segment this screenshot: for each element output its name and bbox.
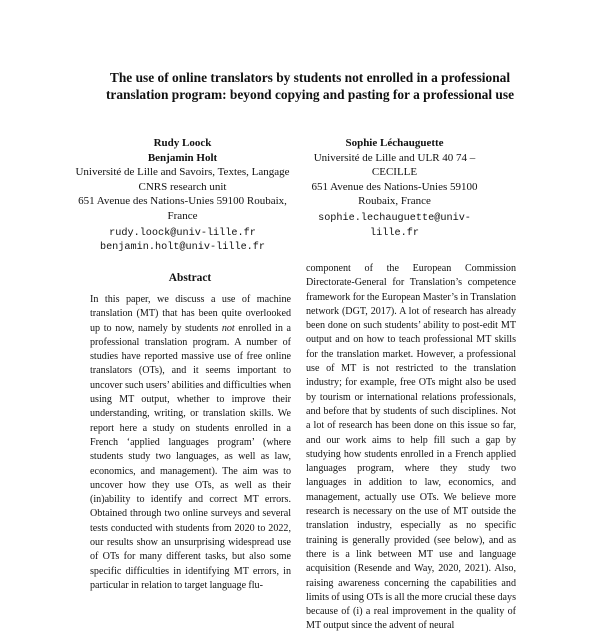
author-block-left: [70, 136, 295, 256]
author-email[interactable]: sophie.lechauguette@univ-lille.fr: [318, 212, 471, 239]
abstract-text-part: enrolled in a professional translation program. A number of studies have reported massive use of free online translators (OTs), and it seems important to uncover such users’ abilities and difficulties when using MT output, whether to improve their understanding, writing, or translation skills. We report here a study on students enrolled in a French ‘applied languages program’ (where students study two languages, as well as law, economics, and management). The aim was to uncover how they use OTs, as well as their (in)ability to identify and correct MT errors. Obtained through two online surveys and several tests conducted with students from 2020 to 2022, our results show an unsurprising widespread use of OTs for many different tasks, but also some specific difficulties in identifying MT errors, in particular in relation to target language flu-: [90, 322, 292, 591]
abstract-body: [90, 293, 291, 593]
author-block-right: [296, 136, 493, 241]
author-affiliation: Université de Lille and ULR 40 74 – CECILLE: [313, 151, 476, 179]
author-affiliation: Université de Lille and Savoirs, Textes, Langage CNRS research unit: [75, 166, 290, 193]
paper-title: The use of online translators by students not enrolled in a professional translation program: beyond copying and pasting for a professional use: [105, 70, 515, 102]
abstract-emphasis: not: [221, 322, 235, 334]
body-paragraph: component of the European Commission Directorate-General for Translation’s competence framework for the European Master’s in Translation network (DGT, 2017). A lot of research has already been done on such students’ ability to post-edit MT output and on how to teach professional MT skills for the translation market. However, a professional use of MT is not restricted to the translation industry; for example, free OTs might also be used by tourism or international relations professionals, and before that by students of such disciplines. Not a lot of research has been done on this issue so far, and our work aims to help fill such a gap by studying how students enrolled in a French applied languages program, where they study two languages in addition to law, economics, and management, actually use OTs. We believe more research is necessary on the use of MT outside the translation industry, especially as no specific training is generally provided (see below), and as there is a link between MT use and language acquisition (Resende and Way, 2020, 2021). Also, raising awareness concerning the capabilities and limits of using OTs is all the more crucial these days because of (i) a real improvement in the quality of MT output since the advent of neural: [306, 263, 516, 632]
author-email[interactable]: benjamin.holt@univ-lille.fr: [99, 242, 266, 254]
abstract-text-part: In this paper, we discuss a use of machine translation (MT) that has been quite overlooked up to now, namely by students: [90, 294, 291, 334]
author-address: 651 Avenue des Nations-Unies 59100 Roubaix, France: [78, 195, 287, 222]
author-name: Benjamin Holt: [147, 151, 218, 164]
author-address: 651 Avenue des Nations-Unies 59100 Roubaix, France: [311, 180, 478, 208]
body-text-column: [306, 262, 516, 634]
author-email[interactable]: rudy.loock@univ-lille.fr: [109, 227, 256, 239]
abstract-heading: Abstract: [168, 272, 212, 284]
author-name: Sophie Léchauguette: [345, 137, 444, 149]
author-name: Rudy Loock: [153, 137, 212, 149]
